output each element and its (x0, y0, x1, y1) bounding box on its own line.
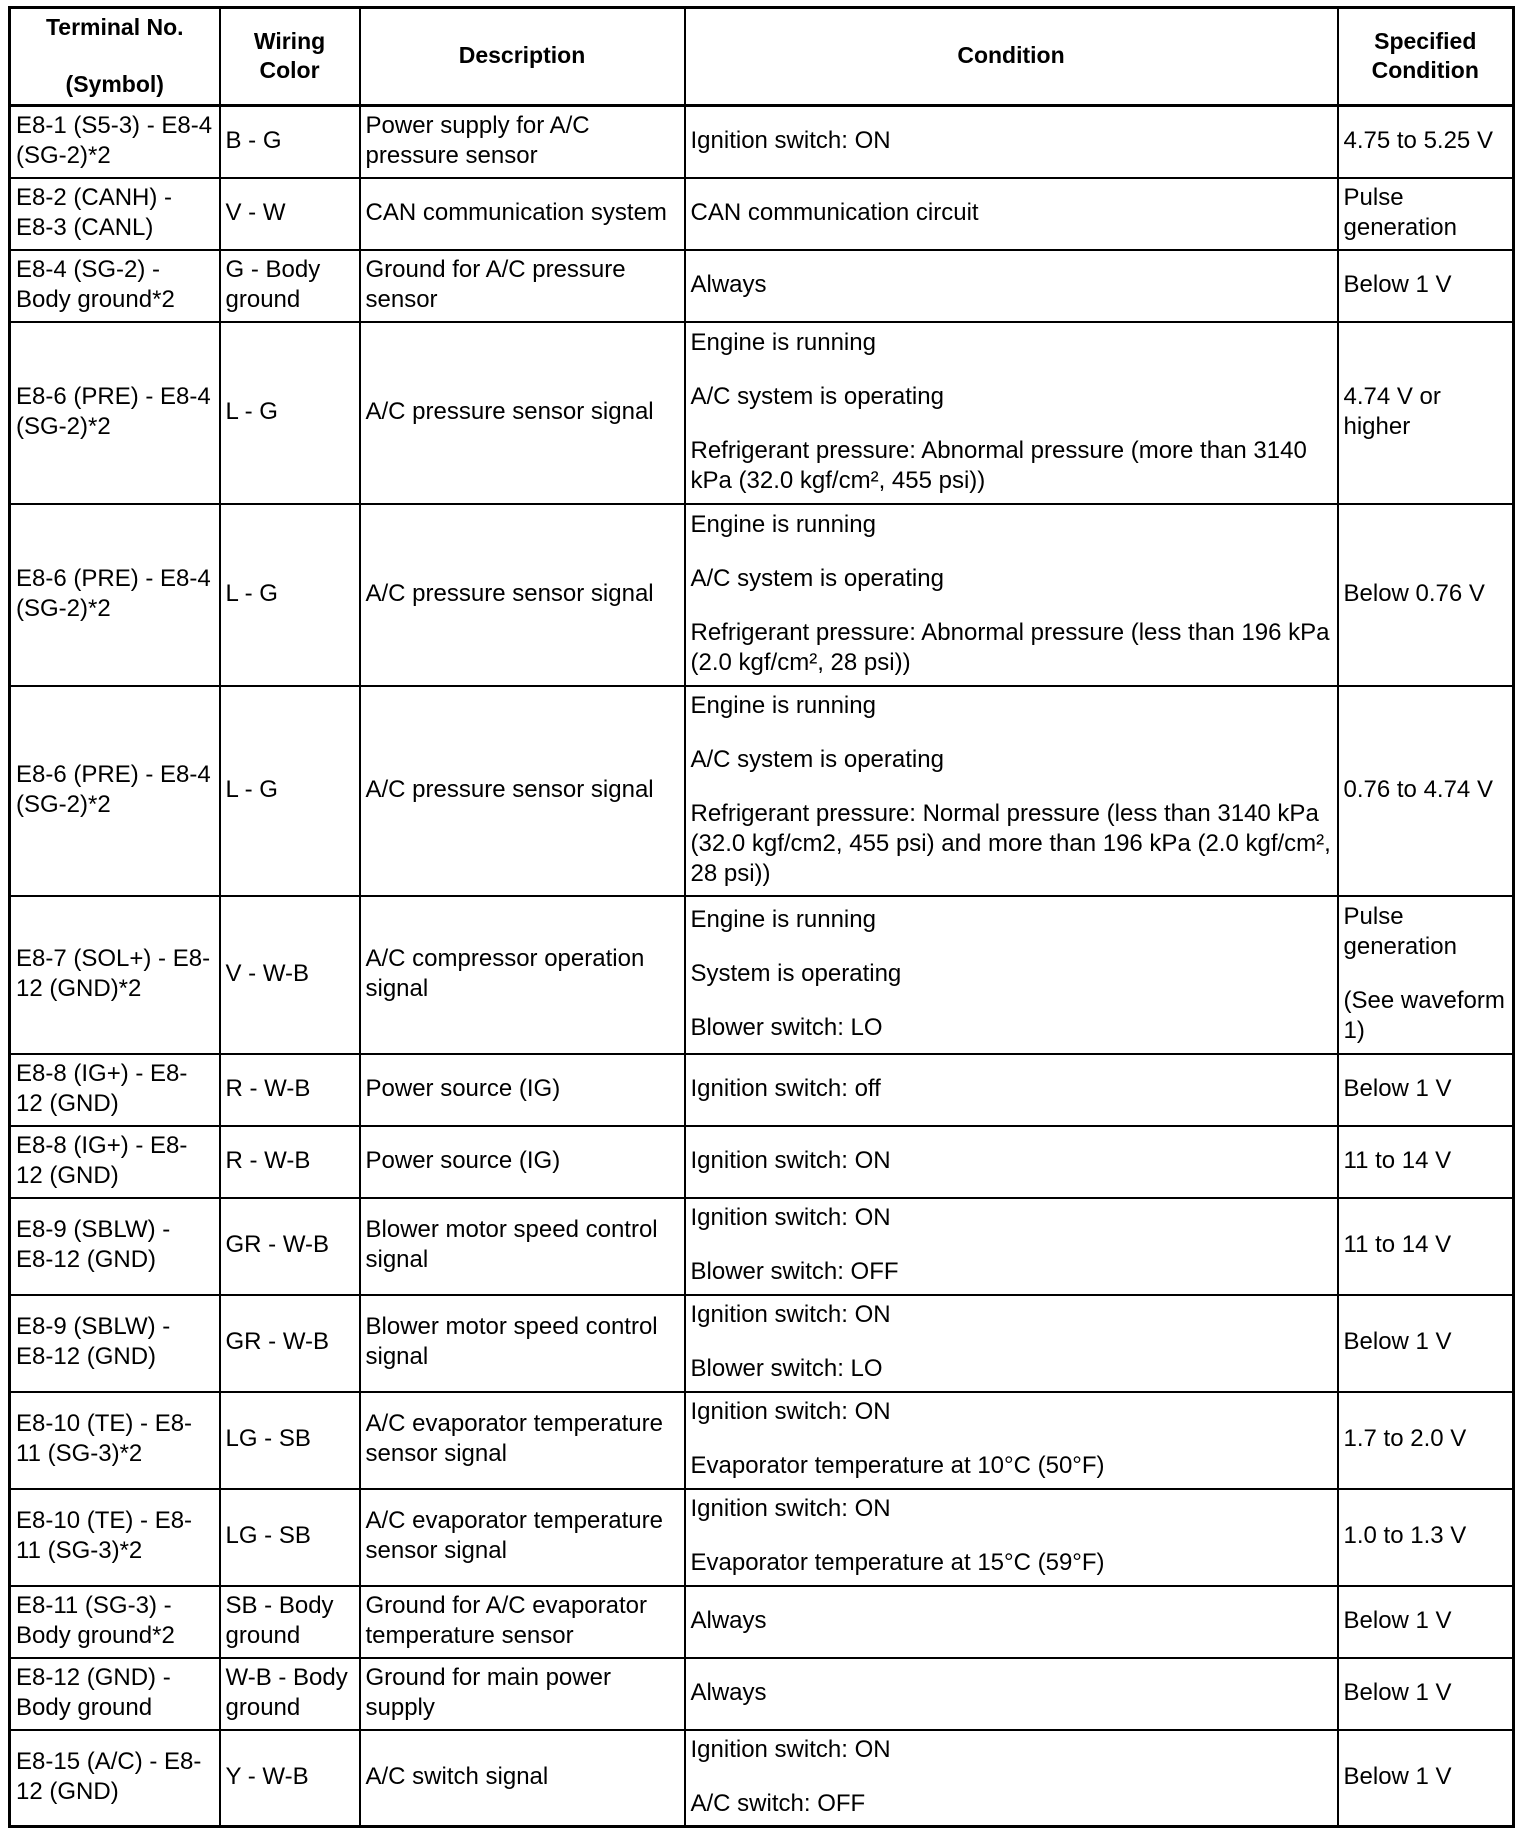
header-description: Description (360, 8, 685, 106)
specified-line: 4.75 to 5.25 V (1343, 126, 1493, 154)
table-row (10, 1392, 1514, 1489)
cell-wiring-color: W-B - Body ground (220, 1658, 360, 1730)
cell-condition (685, 686, 1338, 896)
cell-description: A/C evaporator temperature sensor signal (360, 1489, 685, 1586)
specified-line: Below 1 V (1343, 1606, 1452, 1634)
cell-condition (685, 504, 1338, 686)
cell-terminal: E8-1 (S5-3) - E8-4 (SG-2)*2 (10, 106, 220, 178)
cell-specified-condition (1338, 1198, 1514, 1295)
cell-condition (685, 1295, 1338, 1392)
specified-line: 4.74 V or higher (1343, 382, 1441, 440)
cell-specified-condition (1338, 1730, 1514, 1827)
condition-line: Blower switch: OFF (690, 1258, 899, 1285)
cell-condition (685, 1489, 1338, 1586)
condition-line: Engine is running (690, 905, 876, 933)
cell-specified-condition (1338, 1489, 1514, 1586)
table-row (10, 1489, 1514, 1586)
header-condition: Condition (685, 8, 1338, 106)
cell-terminal: E8-12 (GND) - Body ground (10, 1658, 220, 1730)
cell-description: Power supply for A/C pressure sensor (360, 106, 685, 178)
cell-description: A/C pressure sensor signal (360, 322, 685, 504)
header-specified-condition: Specified Condition (1338, 8, 1514, 106)
cell-specified-condition (1338, 1295, 1514, 1392)
condition-line: Engine is running (690, 510, 876, 538)
specified-line: Below 1 V (1343, 1678, 1452, 1706)
cell-description: A/C switch signal (360, 1730, 685, 1827)
cell-terminal: E8-15 (A/C) - E8-12 (GND) (10, 1730, 220, 1827)
cell-description: Ground for A/C evaporator temperature sensor (360, 1586, 685, 1658)
table-row (10, 1295, 1514, 1392)
table-row (10, 1658, 1514, 1730)
cell-wiring-color: L - G (220, 322, 360, 504)
specified-line: Pulse generation (1343, 183, 1457, 241)
condition-line: Blower switch: LO (690, 1355, 883, 1382)
condition-line: Ignition switch: ON (690, 126, 891, 154)
condition-line: Refrigerant pressure: Abnormal pressure (less than 196 kPa (2.0 kgf/cm², 28 psi)) (690, 618, 1330, 676)
terminal-spec-table (8, 6, 1515, 1828)
cell-terminal: E8-10 (TE) - E8-11 (SG-3)*2 (10, 1392, 220, 1489)
terminal-spec-sheet (8, 6, 1512, 1828)
cell-wiring-color: GR - W-B (220, 1198, 360, 1295)
cell-specified-condition (1338, 1126, 1514, 1198)
condition-line: A/C switch: OFF (690, 1789, 866, 1817)
condition-line: Ignition switch: off (690, 1074, 881, 1102)
table-row (10, 1198, 1514, 1295)
cell-terminal: E8-9 (SBLW) - E8-12 (GND) (10, 1198, 220, 1295)
cell-terminal: E8-9 (SBLW) - E8-12 (GND) (10, 1295, 220, 1392)
condition-line: Evaporator temperature at 15°C (59°F) (690, 1549, 1105, 1576)
condition-line: Ignition switch: ON (690, 1735, 891, 1763)
cell-condition (685, 1658, 1338, 1730)
specified-line: 1.7 to 2.0 V (1343, 1425, 1467, 1452)
specified-line: Below 1 V (1343, 270, 1452, 298)
cell-wiring-color: GR - W-B (220, 1295, 360, 1392)
cell-specified-condition (1338, 1658, 1514, 1730)
cell-terminal: E8-11 (SG-3) - Body ground*2 (10, 1586, 220, 1658)
cell-wiring-color: SB - Body ground (220, 1586, 360, 1658)
cell-terminal: E8-10 (TE) - E8-11 (SG-3)*2 (10, 1489, 220, 1586)
condition-line: Engine is running (690, 691, 876, 719)
cell-specified-condition (1338, 106, 1514, 178)
cell-description: Blower motor speed control signal (360, 1295, 685, 1392)
condition-line: Ignition switch: ON (690, 1204, 891, 1231)
cell-wiring-color: R - W-B (220, 1054, 360, 1126)
cell-wiring-color: V - W-B (220, 896, 360, 1054)
cell-terminal: E8-6 (PRE) - E8-4 (SG-2)*2 (10, 504, 220, 686)
cell-description: Power source (IG) (360, 1054, 685, 1126)
cell-specified-condition (1338, 1054, 1514, 1126)
cell-condition (685, 896, 1338, 1054)
condition-line: System is operating (690, 959, 902, 987)
cell-description: A/C evaporator temperature sensor signal (360, 1392, 685, 1489)
cell-terminal: E8-8 (IG+) - E8-12 (GND) (10, 1126, 220, 1198)
specified-line: Below 1 V (1343, 1762, 1452, 1790)
specified-line: Pulse generation (1343, 902, 1457, 960)
header-wiring-color: Wiring Color (220, 8, 360, 106)
cell-specified-condition (1338, 896, 1514, 1054)
cell-specified-condition (1338, 504, 1514, 686)
condition-line: Ignition switch: ON (690, 1398, 891, 1425)
table-row (10, 1126, 1514, 1198)
cell-wiring-color: B - G (220, 106, 360, 178)
condition-line: A/C system is operating (690, 564, 944, 592)
cell-terminal: E8-6 (PRE) - E8-4 (SG-2)*2 (10, 322, 220, 504)
cell-wiring-color: L - G (220, 686, 360, 896)
condition-line: Ignition switch: ON (690, 1301, 891, 1328)
cell-condition (685, 1054, 1338, 1126)
cell-description: A/C pressure sensor signal (360, 686, 685, 896)
cell-condition (685, 1198, 1338, 1295)
specified-line: 1.0 to 1.3 V (1343, 1522, 1467, 1549)
cell-wiring-color: G - Body ground (220, 250, 360, 322)
condition-line: Ignition switch: ON (690, 1146, 891, 1174)
cell-condition (685, 1126, 1338, 1198)
table-body (10, 106, 1514, 1827)
condition-line: Ignition switch: ON (690, 1495, 891, 1522)
cell-wiring-color: LG - SB (220, 1489, 360, 1586)
cell-wiring-color: V - W (220, 178, 360, 250)
specified-line: Below 1 V (1343, 1074, 1452, 1102)
table-row (10, 178, 1514, 250)
table-row (10, 250, 1514, 322)
cell-specified-condition (1338, 686, 1514, 896)
cell-terminal: E8-2 (CANH) - E8-3 (CANL) (10, 178, 220, 250)
cell-condition (685, 106, 1338, 178)
cell-description: A/C pressure sensor signal (360, 504, 685, 686)
cell-description: A/C compressor operation signal (360, 896, 685, 1054)
cell-condition (685, 1586, 1338, 1658)
condition-line: CAN communication circuit (690, 198, 979, 226)
table-row (10, 1730, 1514, 1827)
condition-line: A/C system is operating (690, 745, 944, 773)
header-terminal-line1: Terminal No. (45, 13, 184, 40)
cell-wiring-color: Y - W-B (220, 1730, 360, 1827)
specified-line: (See waveform 1) (1343, 986, 1505, 1044)
cell-condition (685, 178, 1338, 250)
table-row (10, 504, 1514, 686)
header-terminal-line2: (Symbol) (65, 70, 164, 97)
condition-line: Engine is running (690, 328, 876, 356)
table-row (10, 896, 1514, 1054)
cell-terminal: E8-8 (IG+) - E8-12 (GND) (10, 1054, 220, 1126)
specified-line: Below 1 V (1343, 1328, 1452, 1355)
condition-line: Refrigerant pressure: Abnormal pressure (more than 3140 kPa (32.0 kgf/cm², 455 psi)) (690, 436, 1307, 494)
table-row (10, 1586, 1514, 1658)
cell-specified-condition (1338, 1586, 1514, 1658)
cell-description: Ground for A/C pressure sensor (360, 250, 685, 322)
cell-description: Ground for main power supply (360, 1658, 685, 1730)
specified-line: 11 to 14 V (1343, 1146, 1452, 1174)
specified-line: 0.76 to 4.74 V (1343, 775, 1493, 803)
condition-line: Refrigerant pressure: Normal pressure (less than 3140 kPa (32.0 kgf/cm2, 455 psi) and more than 196 kPa (2.0 kgf/cm², 28 psi)) (690, 799, 1331, 887)
specified-line: Below 0.76 V (1343, 579, 1485, 607)
cell-wiring-color: R - W-B (220, 1126, 360, 1198)
cell-wiring-color: LG - SB (220, 1392, 360, 1489)
cell-description: Blower motor speed control signal (360, 1198, 685, 1295)
table-row (10, 106, 1514, 178)
table-row (10, 1054, 1514, 1126)
condition-line: Always (690, 1678, 767, 1706)
cell-condition (685, 1730, 1338, 1827)
cell-specified-condition (1338, 322, 1514, 504)
cell-specified-condition (1338, 1392, 1514, 1489)
cell-specified-condition (1338, 178, 1514, 250)
condition-line: Always (690, 270, 767, 298)
cell-specified-condition (1338, 250, 1514, 322)
cell-condition (685, 322, 1338, 504)
condition-line: Always (690, 1606, 767, 1634)
condition-line: A/C system is operating (690, 382, 944, 410)
cell-description: CAN communication system (360, 178, 685, 250)
cell-terminal: E8-6 (PRE) - E8-4 (SG-2)*2 (10, 686, 220, 896)
cell-condition (685, 1392, 1338, 1489)
condition-line: Evaporator temperature at 10°C (50°F) (690, 1452, 1105, 1479)
table-row (10, 686, 1514, 896)
specified-line: 11 to 14 V (1343, 1231, 1452, 1258)
cell-wiring-color: L - G (220, 504, 360, 686)
condition-line: Blower switch: LO (690, 1013, 883, 1041)
table-row (10, 322, 1514, 504)
cell-condition (685, 250, 1338, 322)
cell-terminal: E8-4 (SG-2) - Body ground*2 (10, 250, 220, 322)
header-row (10, 8, 1514, 106)
cell-description: Power source (IG) (360, 1126, 685, 1198)
header-terminal (10, 8, 220, 106)
cell-terminal: E8-7 (SOL+) - E8-12 (GND)*2 (10, 896, 220, 1054)
